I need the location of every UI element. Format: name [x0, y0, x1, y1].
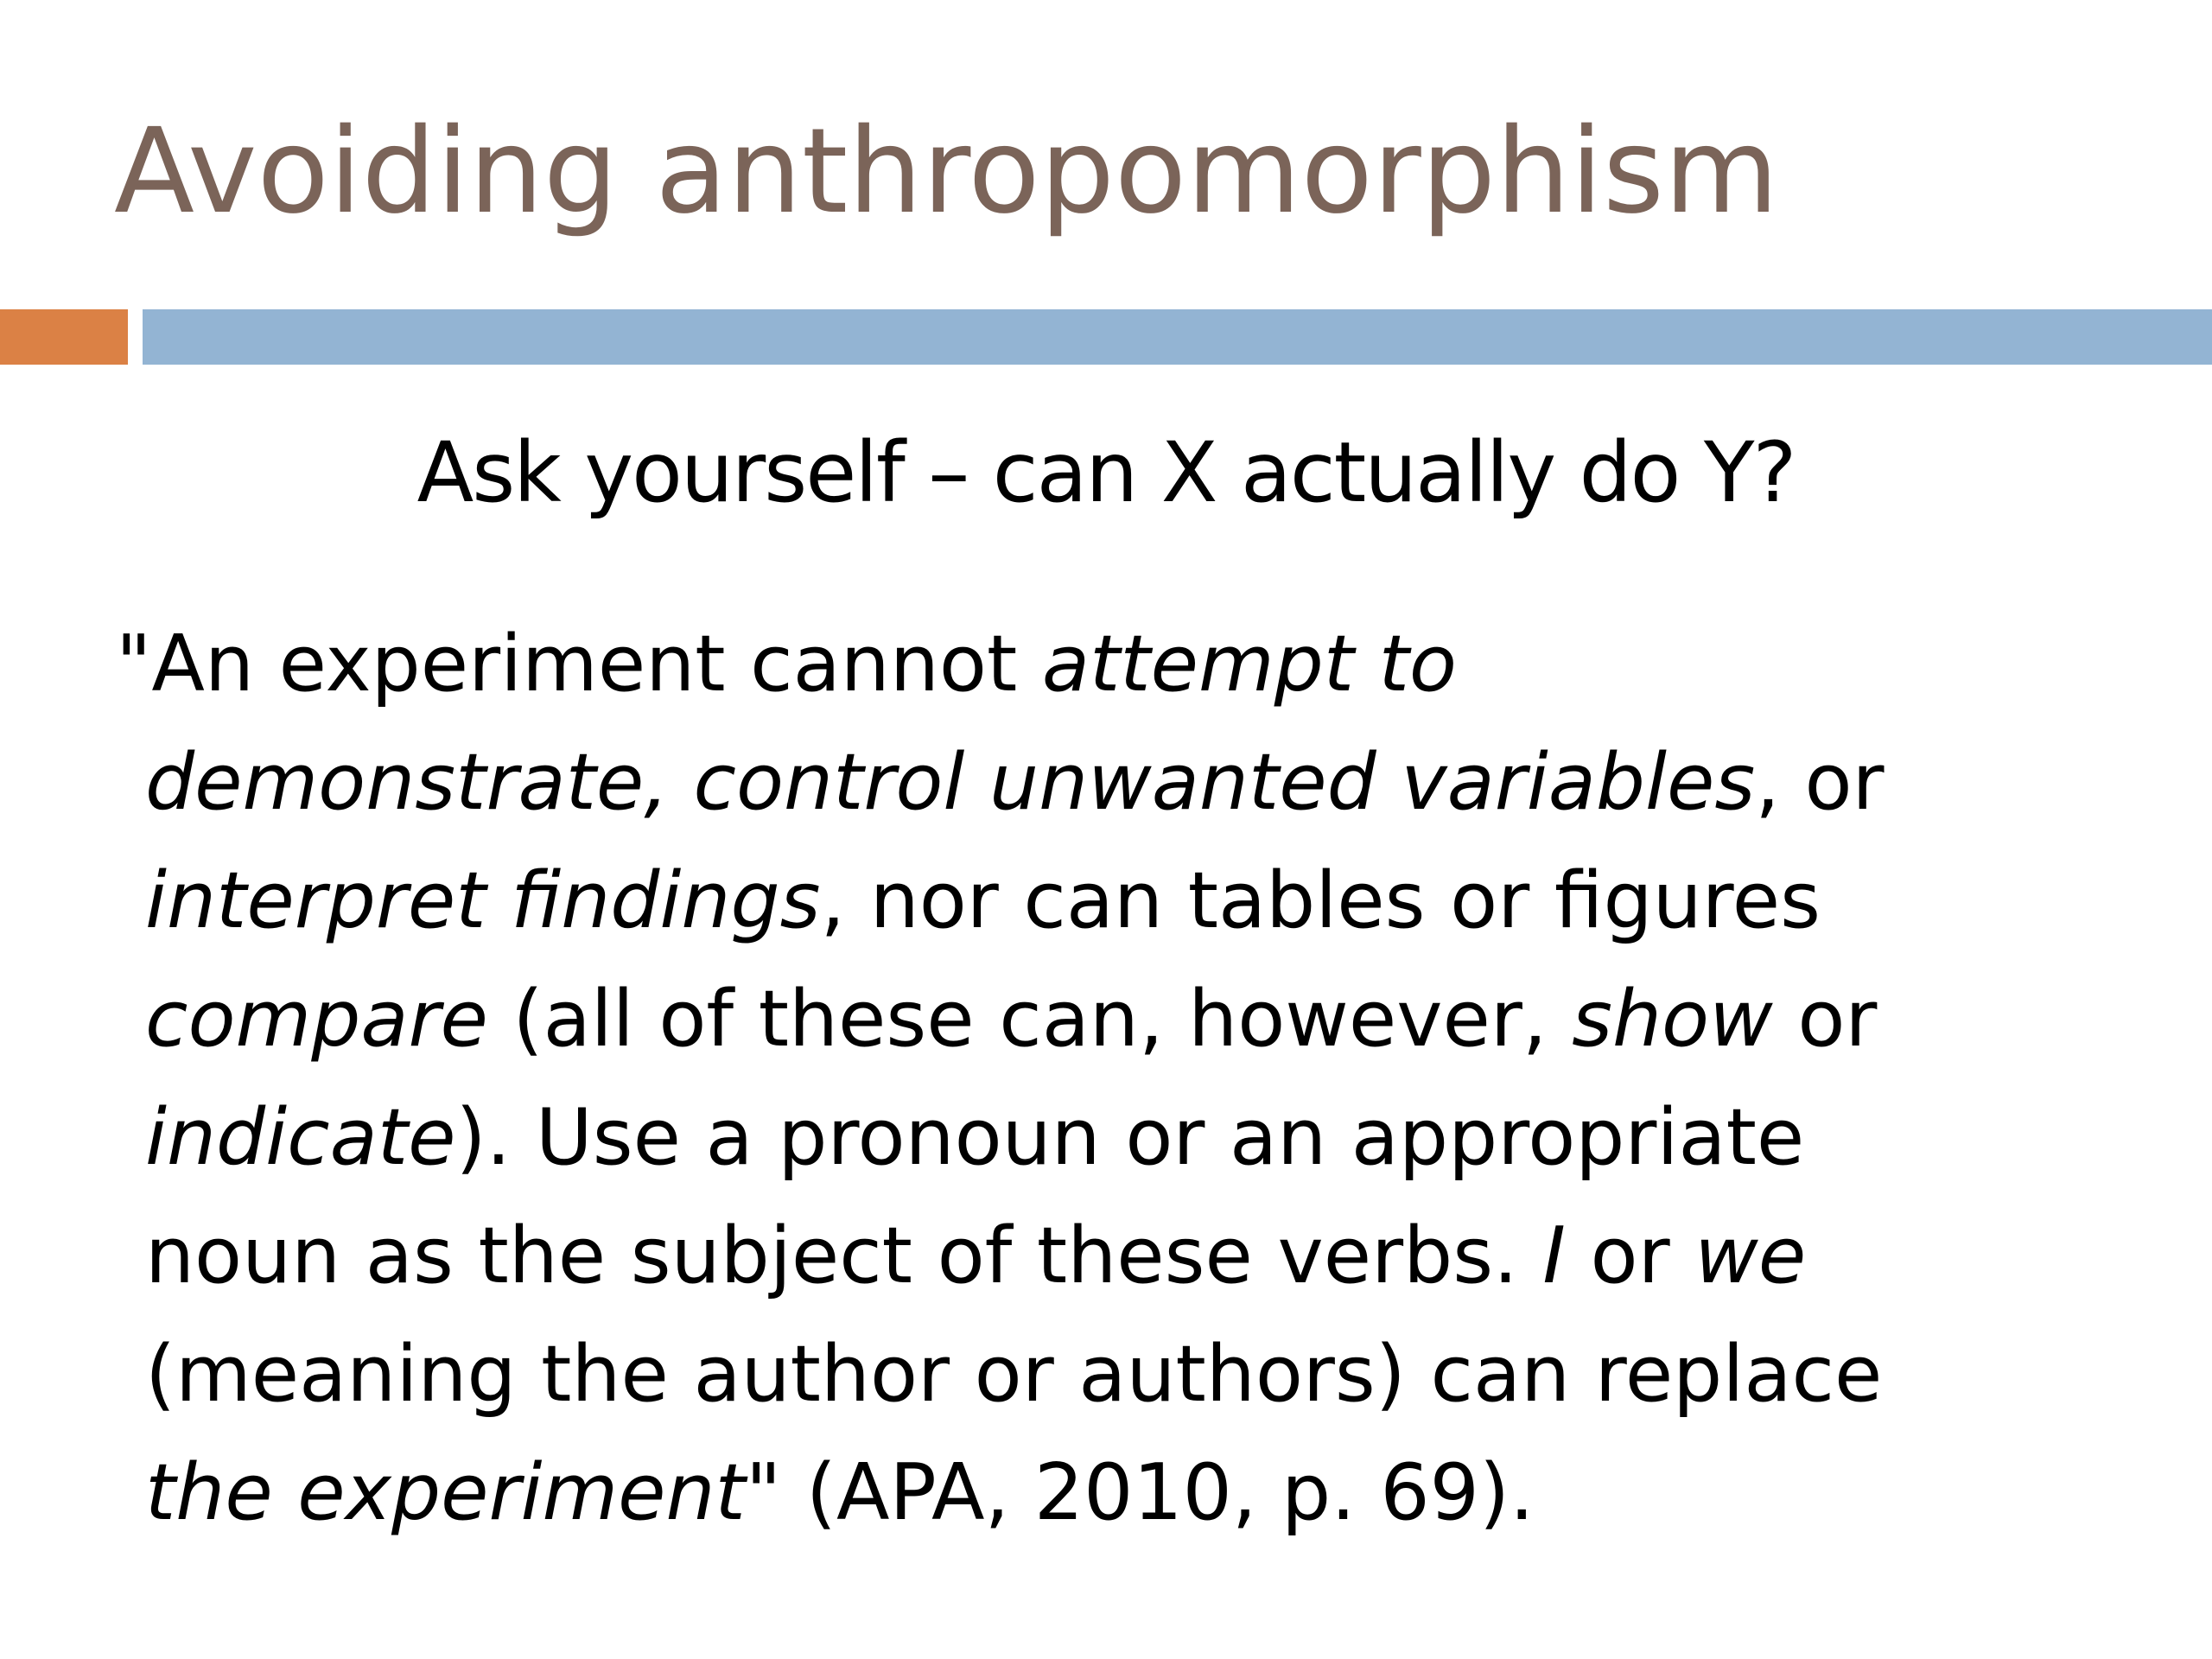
quote-line-8: [145, 1433, 2167, 1552]
quote-text: noun as the subject of these verbs.: [145, 1211, 1543, 1301]
quote-text: , nor can tables or figures: [820, 855, 1821, 946]
quote-text: ). Use a pronoun or an appropriate: [455, 1092, 1805, 1183]
slide-title: Avoiding anthropomorphism: [114, 104, 1779, 240]
quote-italic-text: the experiment: [145, 1447, 746, 1538]
accent-bar: [0, 309, 128, 365]
open-quote-mark: ": [116, 619, 152, 709]
quote-italic-text: show: [1572, 974, 1773, 1065]
quote-line-1: [116, 605, 2167, 723]
quote-line-3: [145, 842, 2167, 960]
quote-italic-text: indicate: [145, 1092, 456, 1183]
quote-line-2: [145, 723, 2167, 842]
quote-italic-text: demonstrate, control unwanted variables: [145, 737, 1756, 828]
quote-line-5: [145, 1078, 2167, 1197]
quote-italic-text: interpret findings: [145, 855, 821, 946]
quote-line-7: [145, 1315, 2167, 1433]
quote-text: An experiment cannot: [151, 619, 1042, 709]
subheading: Ask yourself – can X actually do Y?: [416, 424, 1796, 521]
quote-line-4: [145, 960, 2167, 1078]
title-rule-bar: [143, 309, 2212, 365]
quote-text: or: [1772, 974, 1878, 1065]
quote-text: or: [1565, 1211, 1695, 1301]
quote-text: (all of these can, however,: [487, 974, 1573, 1065]
quote-text: (meaning the author or authors) can replace: [145, 1329, 1883, 1420]
quote-italic-text: attempt to: [1041, 619, 1457, 709]
quote-italic-text: we: [1694, 1211, 1807, 1301]
quote-line-6: [145, 1197, 2167, 1315]
quote-block: [116, 605, 2167, 1552]
quote-text: " (APA, 2010, p. 69).: [745, 1447, 1535, 1538]
quote-italic-text: I: [1542, 1211, 1566, 1301]
quote-text: , or: [1755, 737, 1885, 828]
quote-italic-text: compare: [145, 974, 488, 1065]
